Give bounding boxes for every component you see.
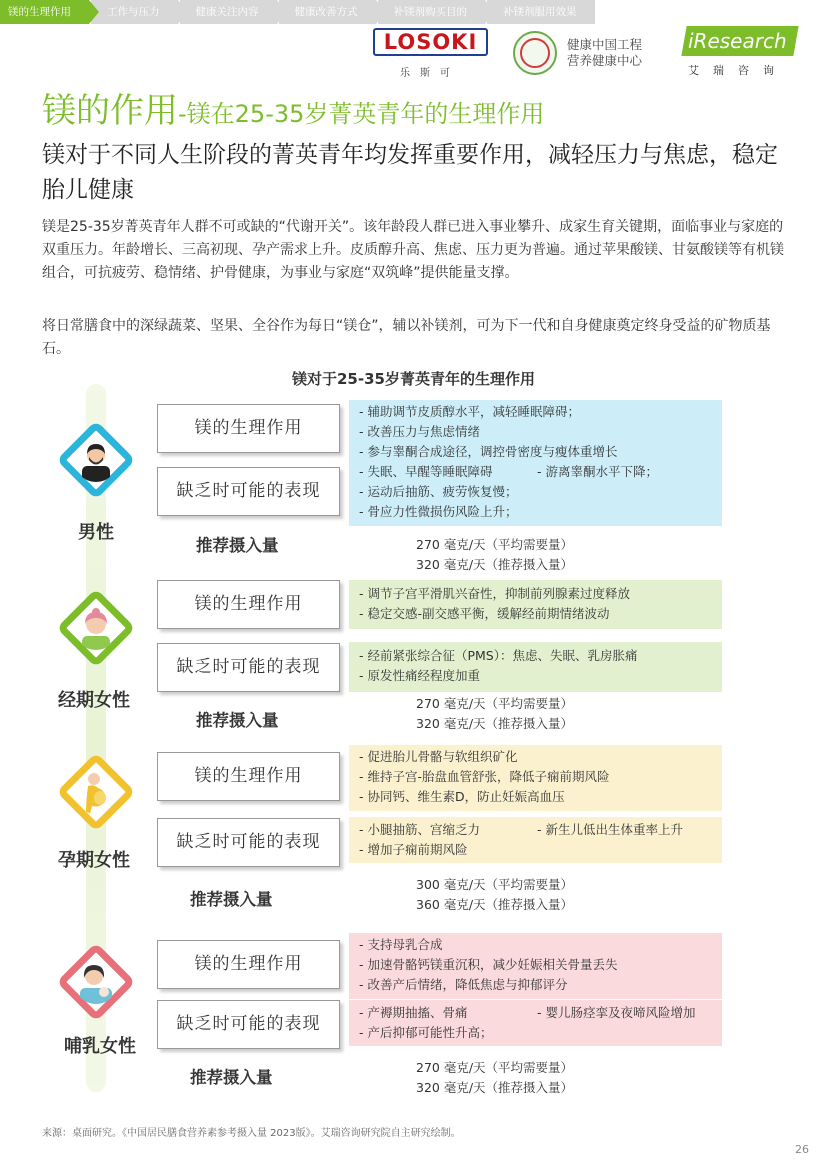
menstrual-role-box: - 调节子宫平滑肌兴奋性，抑制前列腺素过度释放 - 稳定交感-副交感平衡，缓解经前期情绪波动 <box>349 580 722 629</box>
health-center-name: 健康中国工程 营养健康中心 <box>567 37 643 68</box>
pregnant-deficiency-button[interactable]: 缺乏时可能的表现 <box>157 818 340 867</box>
tab-health-concerns[interactable]: 健康关注内容 <box>180 0 277 24</box>
menstrual-deficiency-box: - 经前紧张综合征（PMS）：焦虑、失眠、乳房胀痛 - 原发性痛经程度加重 <box>349 642 722 692</box>
pregnant-woman-icon <box>74 770 118 814</box>
intro-paragraph-1: 镁是25-35岁菁英青年人群不可或缺的“代谢开关”。该年龄段人群已进入事业攀升、成家生育关键期，面临事业与家庭的双重压力。年龄增长、三高初现、孕产需求上升。皮质醇升高、焦虑、压力更为普遍。通过苹果酸镁、甘氨酸镁等有机镁组合，可抗疲劳、稳情绪、护骨健康，为事业与家庭“双筑峰”提供能量支撑。 <box>42 219 784 281</box>
nursing-mother-icon <box>74 960 118 1004</box>
health-center-seal-icon <box>513 31 557 75</box>
tab-health-improvement[interactable]: 健康改善方式 <box>279 0 376 24</box>
iresearch-logo: iResearch <box>681 26 798 56</box>
source-footnote: 来源：桌面研究。《中国居民膳食营养素参考摄入量 2023版》。艾瑞咨询研究院自主研究绘制。 <box>42 1128 461 1139</box>
lactating-intake-label: 推荐摄入量 <box>190 1068 273 1087</box>
lactating-deficiency-button[interactable]: 缺乏时可能的表现 <box>157 1000 340 1049</box>
group-label-pregnant: 孕期女性 <box>58 850 130 871</box>
page-subtitle: 镁对于不同人生阶段的菁英青年均发挥重要作用，减轻压力与焦虑，稳定胎儿健康 <box>42 142 778 203</box>
menstrual-role-button[interactable]: 镁的生理作用 <box>157 580 340 629</box>
group-label-menstrual: 经期女性 <box>58 690 130 711</box>
male-info-box: - 辅助调节皮质醇水平，减轻睡眠障碍； - 改善压力与焦虑情绪 - 参与睾酮合成途径，调控骨密度与瘦体重增长 - 失眠、早醒等睡眠障碍 - 游离睾酮水平下降； - 运动后抽筋、疲劳恢复慢； - 骨应力性微损伤风险上升； <box>349 400 722 526</box>
male-intake-label: 推荐摄入量 <box>196 536 279 555</box>
page-title-sub: -镁在25-35岁菁英青年的生理作用 <box>178 100 545 128</box>
tab-work-stress[interactable]: 工作与压力 <box>91 0 178 24</box>
male-deficiency-button[interactable]: 缺乏时可能的表现 <box>157 467 340 516</box>
woman-icon <box>74 606 118 650</box>
page-title-main: 镁的作用 <box>42 91 178 131</box>
top-nav <box>0 0 597 24</box>
tab-purchase-purpose[interactable]: 补镁剂购买目的 <box>378 0 486 24</box>
male-role-button[interactable]: 镁的生理作用 <box>157 404 340 453</box>
iresearch-logo-cn: 艾瑞咨询 <box>688 64 788 77</box>
losoki-logo: LOSOKI <box>373 28 488 56</box>
section-title: 镁对于25-35岁菁英青年的生理作用 <box>292 370 535 388</box>
male-intake-values: 270 毫克/天（平均需要量） 320 毫克/天（推荐摄入量） <box>416 537 574 572</box>
menstrual-deficiency-button[interactable]: 缺乏时可能的表现 <box>157 643 340 692</box>
pregnant-deficiency-box: - 小腿抽筋、宫缩乏力 - 新生儿低出生体重率上升 - 增加子痫前期风险 <box>349 817 722 863</box>
page-number: 26 <box>795 1143 809 1156</box>
group-label-male: 男性 <box>78 522 114 543</box>
intro-paragraph-2: 将日常膳食中的深绿蔬菜、坚果、全谷作为每日“镁仓”，辅以补镁剂，可为下一代和自身健康奠定终身受益的矿物质基石。 <box>42 318 771 357</box>
pregnant-intake-values: 300 毫克/天（平均需要量） 360 毫克/天（推荐摄入量） <box>416 877 574 912</box>
man-icon <box>74 438 118 482</box>
pregnant-role-box: - 促进胎儿骨骼与软组织矿化 - 维持子宫-胎盘血管舒张，降低子痫前期风险 - 协同钙、维生素D，防止妊娠高血压 <box>349 745 722 811</box>
pregnant-intake-label: 推荐摄入量 <box>190 890 273 909</box>
group-label-lactating: 哺乳女性 <box>64 1036 136 1057</box>
tab-magnesium-role[interactable]: 镁的生理作用 <box>0 0 89 24</box>
page-title <box>42 83 544 132</box>
lactating-role-button[interactable]: 镁的生理作用 <box>157 940 340 989</box>
lactating-role-box: - 支持母乳合成 - 加速骨骼钙镁重沉积，减少妊娠相关骨量丢失 - 改善产后情绪，降低焦虑与抑郁评分 <box>349 933 722 999</box>
pregnant-role-button[interactable]: 镁的生理作用 <box>157 752 340 801</box>
menstrual-intake-values: 270 毫克/天（平均需要量） 320 毫克/天（推荐摄入量） <box>416 696 574 731</box>
lactating-intake-values: 270 毫克/天（平均需要量） 320 毫克/天（推荐摄入量） <box>416 1060 574 1095</box>
menstrual-intake-label: 推荐摄入量 <box>196 711 279 730</box>
tab-usage-effect[interactable]: 补镁剂服用效果 <box>487 0 595 24</box>
losoki-logo-cn: 乐斯可 <box>400 68 460 79</box>
lactating-deficiency-box: - 产褥期抽搐、骨痛 - 婴儿肠痉挛及夜啼风险增加 - 产后抑郁可能性升高； <box>349 1000 722 1046</box>
